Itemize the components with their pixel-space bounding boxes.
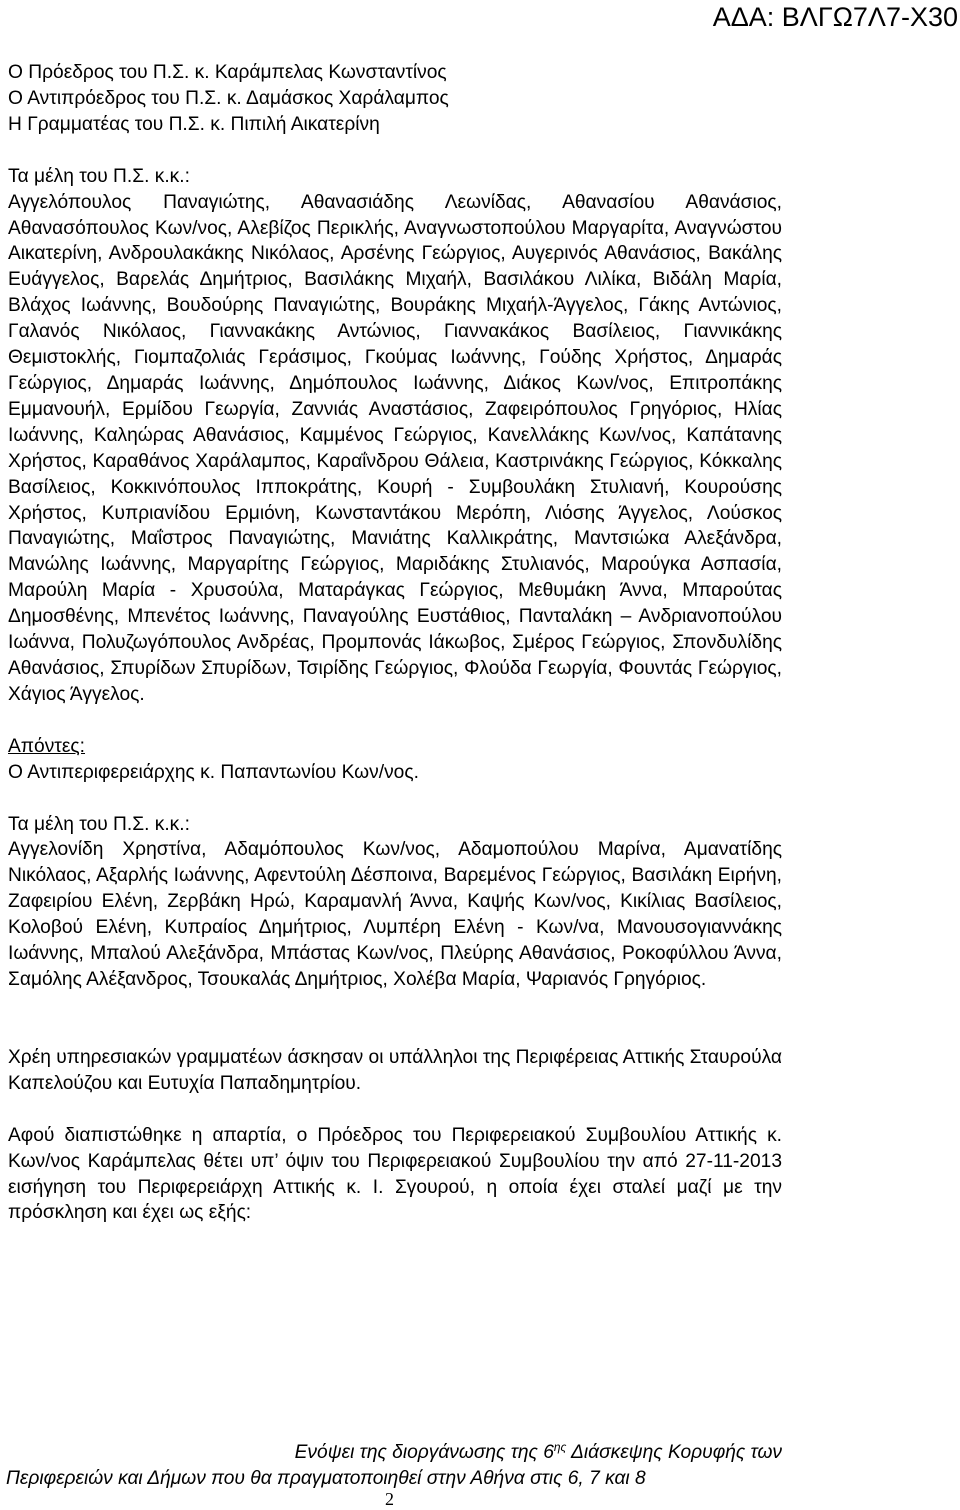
ordinal-suffix: ης [553, 1440, 567, 1454]
present-members-list: Αγγελόπουλος Παναγιώτης, Αθανασιάδης Λεωνίδας, Αθανασίου Αθανάσιος, Αθανασόπουλος Κων/νος, Αλεβίζος Περικλής, Αναγνωστοπούλου Μαργαρίτα, Αναγνώστου Αικατερίνη, Ανδρουλακάκης Νικόλαος, Αρσένης Γεώργιος, Αυγερινός Αθανάσιος, Βακάλης Ευάγγελος, Βαρελάς Δημήτριος, Βασιλάκης Μιχαήλ, Βασιλάκου Λιλίκα, Βιδάλη Μαρία, Βλάχος Ιωάννης, Βουδούρης Παναγιώτης, Βουράκης Μιχαήλ-Άγγελος, Γάκης Αντώνιος, Γαλανός Νικόλαος, Γιαννακάκης Αντώνιος, Γιαννακάκος Βασίλειος, Γιαννικάκης Θεμιστοκλής, Γιομπαζολιάς Γεράσιμος, Γκούμας Ιωάννης, Γούδης Χρήστος, Δημαράς Γεώργιος, Δημαράς Ιωάννης, Δημόπουλος Ιωάννης, Διάκος Κων/νος, Επιτροπάκης Εμμανουήλ, Ερμίδου Γεωργία, Ζαννιάς Αναστάσιος, Ζαφειρόπουλος Γρηγόριος, Ηλίας Ιωάννης, Καληώρας Αθανάσιος, Καμμένος Γεώργιος, Κανελλάκης Κων/νος, Καπάτανης Χρήστος, Καραθάνος Χαράλαμπος, Καραΐνδρου Θάλεια, Καστρινάκης Γεώργιος, Κόκκαλης Βασίλειος, Κοκκινόπουλος Ιπποκράτης, Κουρή - Συμβουλάκη Στυλιανή, Κουρούσης Χρήστος, Κυπριανίδου Ερμιόνη, Κωνσταντάκου Μερόπη, Λιόσης Άγγελος, Λούσκος Παναγιώτης, Μαΐστρος Παναγιώτης, Μανιάτης Καλλικράτης, Μαντσιώκα Αλεξάνδρα, Μανώλης Ιωάννης, Μαργαρίτης Γεώργιος, Μαριδάκης Στυλιανός, Μαρούγκα Ασπασία, Μαρούλη Μαρία - Χρυσούλα, Ματαράγκας Γεώργιος, Μεθυμάκη Άννα, Μπαρούτας Δημοσθένης, Μπενέτος Ιωάννης, Παναγούλης Ευστάθιος, Πανταλάκη – Ανδριανοπούλου Ιωάννα, Πολυζωγόπουλος Ανδρέας, Προμπονάς Ιάκωβος, Σμέρος Γεώργιος, Σπονδυλίδης Αθανάσιος, Σπυρίδων Σπυρίδων, Τσιρίδης Γεώργιος, Φλούδα Γεωργία, Φουντάς Γεώργιος, Χάγιος Άγγελος. [8, 191, 782, 705]
secretary-line: Η Γραμματέας του Π.Σ. κ. Πιπιλή Αικατερίνη [8, 113, 380, 135]
quorum-paragraph: Αφού διαπιστώθηκε η απαρτία, ο Πρόεδρος του Περιφερειακού Συμβουλίου Αττικής κ. Κων/νος Καράμπελας θέτει υπ’ όψιν του Περιφερειακού Συμβουλίου την από 27-11-2013 εισήγηση του Περιφερειάρχη Αττικής κ. Ι. Σγουρού, η οποία έχει σταλεί μαζί με την πρόσκληση και έχει ως εξής: [8, 1124, 782, 1224]
quote-line-1-start: Ενόψει της διοργάνωσης της 6 [294, 1442, 554, 1463]
absent-officer: Ο Αντιπεριφερειάρχης κ. Παπαντωνίου Κων/νος. [8, 761, 419, 783]
secretaries-paragraph: Χρέη υπηρεσιακών γραμματέων άσκησαν οι υπάλληλοι της Περιφέρειας Αττικής Σταυρούλα Καπελούζου και Ευτυχία Παπαδημητρίου. [8, 1046, 782, 1094]
absent-members-list: Αγγελονίδη Χρηστίνα, Αδαμόπουλος Κων/νος, Αδαμοπούλου Μαρίνα, Αμανατίδης Νικόλαος, Αξαρλής Ιωάννης, Αφεντούλη Δέσποινα, Βαρεμένος Γεώργιος, Βασιλάκη Ειρήνη, Ζαφειρίου Ελένη, Ζερβάκη Ηρώ, Καραμανλή Άννα, Καψής Κων/νος, Κικίλιας Βασίλειος, Κολοβού Ελένη, Κυπραίος Δημήτριος, Λυμπέρη Ελένη - Κων/να, Μανουσογιαννάκης Ιωάννης, Μπαλού Αλεξάνδρα, Μπάστας Κων/νος, Πλεύρης Αθανάσιος, Ροκοφύλλου Άννα, Σαμόλης Αλέξανδρος, Τσουκαλάς Δημήτριος, Χολέβα Μαρία, Ψαριανός Γρηγόριος. [8, 839, 782, 990]
absent-members-heading: Τα μέλη του Π.Σ. κ.κ.: [8, 813, 190, 835]
vice-president-line: Ο Αντιπρόεδρος του Π.Σ. κ. Δαμάσκος Χαράλαμπος [8, 87, 449, 109]
present-members-heading: Τα μέλη του Π.Σ. κ.κ.: [8, 165, 190, 187]
president-line: Ο Πρόεδρος του Π.Σ. κ. Καράμπελας Κωνσταντίνος [8, 62, 447, 83]
quote-line-2: Περιφερειών και Δήμων που θα πραγματοποιηθεί στην Αθήνα στις 6, 7 και 8 [6, 1467, 646, 1489]
absent-heading: Απόντες: [8, 735, 86, 757]
quoted-proposal [6, 1435, 782, 1492]
document-body [8, 60, 782, 1226]
quote-line-1-end: Διάσκεψης Κορυφής των [566, 1442, 782, 1463]
quote-line-1 [6, 1435, 782, 1466]
ada-code: ΑΔΑ: ΒΛΓΩ7Λ7-Χ30 [712, 2, 958, 32]
page-number: 2 [385, 1489, 394, 1509]
